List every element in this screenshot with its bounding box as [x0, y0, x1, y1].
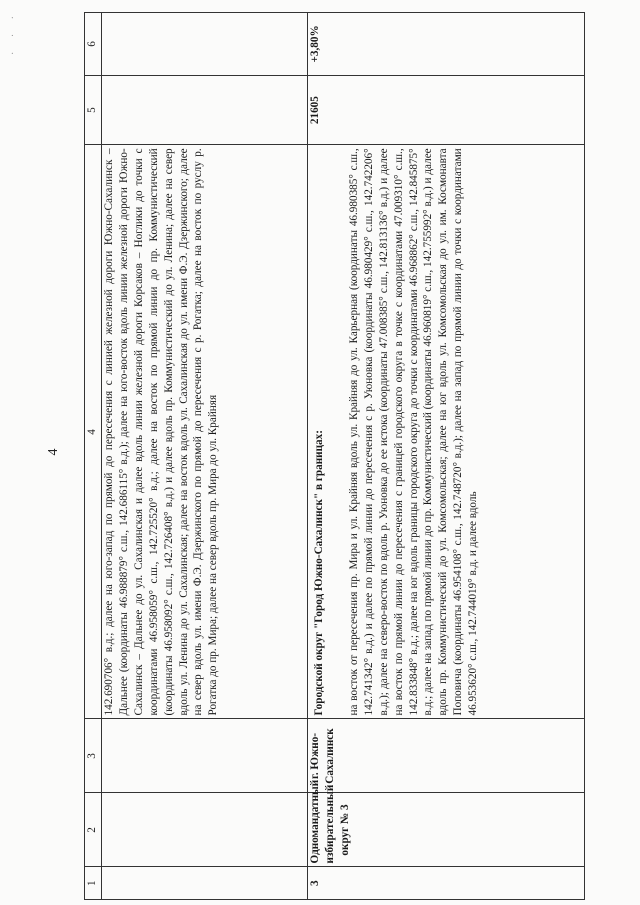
- cell-district: [102, 793, 308, 867]
- header-col-5: 5: [85, 75, 102, 145]
- cell-boundary: [308, 145, 585, 719]
- cell-voter-count: 21605: [308, 75, 585, 145]
- scan-specks: · · ·: [8, 10, 19, 55]
- table-header-row: [85, 13, 102, 900]
- table-row-continuation: [102, 13, 308, 900]
- header-col-3: 3: [85, 719, 102, 793]
- cell-city-name: г. Южно-Сахалинск: [308, 719, 585, 793]
- header-col-4: 4: [85, 145, 102, 719]
- boundary-text: на восток от пересечения пр. Мира и ул. Крайняя вдоль ул. Крайняя до ул. Карьерная (координаты 46.980385° с.ш., 142.741342° в.д.) и далее по прямой линии до пересечения с р. Уюновка (координаты 46.980429° с.ш., 142.742206° в.д.); далее на северо-восток по вдоль р. Уюновка до ее истока (координаты 47.008385° с.ш., 142.813136° в.д.) и далее на восток по прямой линии до пересечения с границей городского округа в точке с координатами 47.009310° с.ш., 142.833848° в.д.; далее на юг вдоль границы городского округа до точки с координатами 46.968862° с.ш., 142.845875° в.д.; далее на запад по прямой линии до пр. Коммунистический (координаты 46.960819° с.ш., 142.755992° в.д.) и далее вдоль пр. Коммунистический до ул. Комсомольская; далее на юг вдоль ул. Комсомольская до ул. им. Космонавта Поповича (координаты 46.954108° с.ш., 142.748720° в.д.); далее на запад по прямой линии до точки с координатами 46.953620° с.ш., 142.744019° в.д. и далее вдоль: [347, 148, 480, 716]
- cell-voters: [102, 75, 308, 145]
- section-title: Городской округ "Город Южно-Сахалинск" в границах:: [313, 430, 325, 716]
- cell-deviation: [102, 13, 308, 76]
- header-col-2: 2: [85, 793, 102, 867]
- header-col-1: 1: [85, 867, 102, 900]
- cell-city: [102, 719, 308, 793]
- page-number: 4: [46, 448, 61, 456]
- table-row-district-3: [308, 13, 585, 900]
- cell-district-number: 3: [308, 867, 585, 900]
- cell-boundary-description: 142.690706° в.д.; далее на юго-запад по прямой до пересечения с линией железной дороги Южно-Сахалинск – Дальнее (координаты 46.988879° с.ш., 142.686115° в.д.); далее на юго-восток вдоль линии железной дороги Южно-Сахалинск – Дальнее до ул. Сахалинская и далее вдоль линии железной дороги Корсаков – Ноглики до точки с координатами 46.958059° с.ш., 142.725520° в.д.; далее на восток по прямой линии до пр. Коммунистический (координаты 46.958092° с.ш., 142.726408° в.д.) и далее вдоль пр. Коммунистический до ул. Ленина; далее на север вдоль ул. Ленина до ул. Сахалинская; далее на восток вдоль ул. Сахалинская до ул. имени Ф.Э. Дзержинского; далее на север вдоль ул. имени Ф.Э. Дзержинского по прямой до пересечения с р. Рогатка; далее на восток по руслу р. Рогатка до пр. Мира; далее на север вдоль пр. Мира до ул. Крайняя: [102, 145, 308, 719]
- cell-deviation-value: +3,80%: [308, 13, 585, 76]
- header-col-6: 6: [85, 13, 102, 76]
- cell-number: [102, 867, 308, 900]
- district-boundaries-table: [84, 12, 585, 900]
- cell-district-name: Одномандатный избирательный округ № 3: [308, 793, 585, 867]
